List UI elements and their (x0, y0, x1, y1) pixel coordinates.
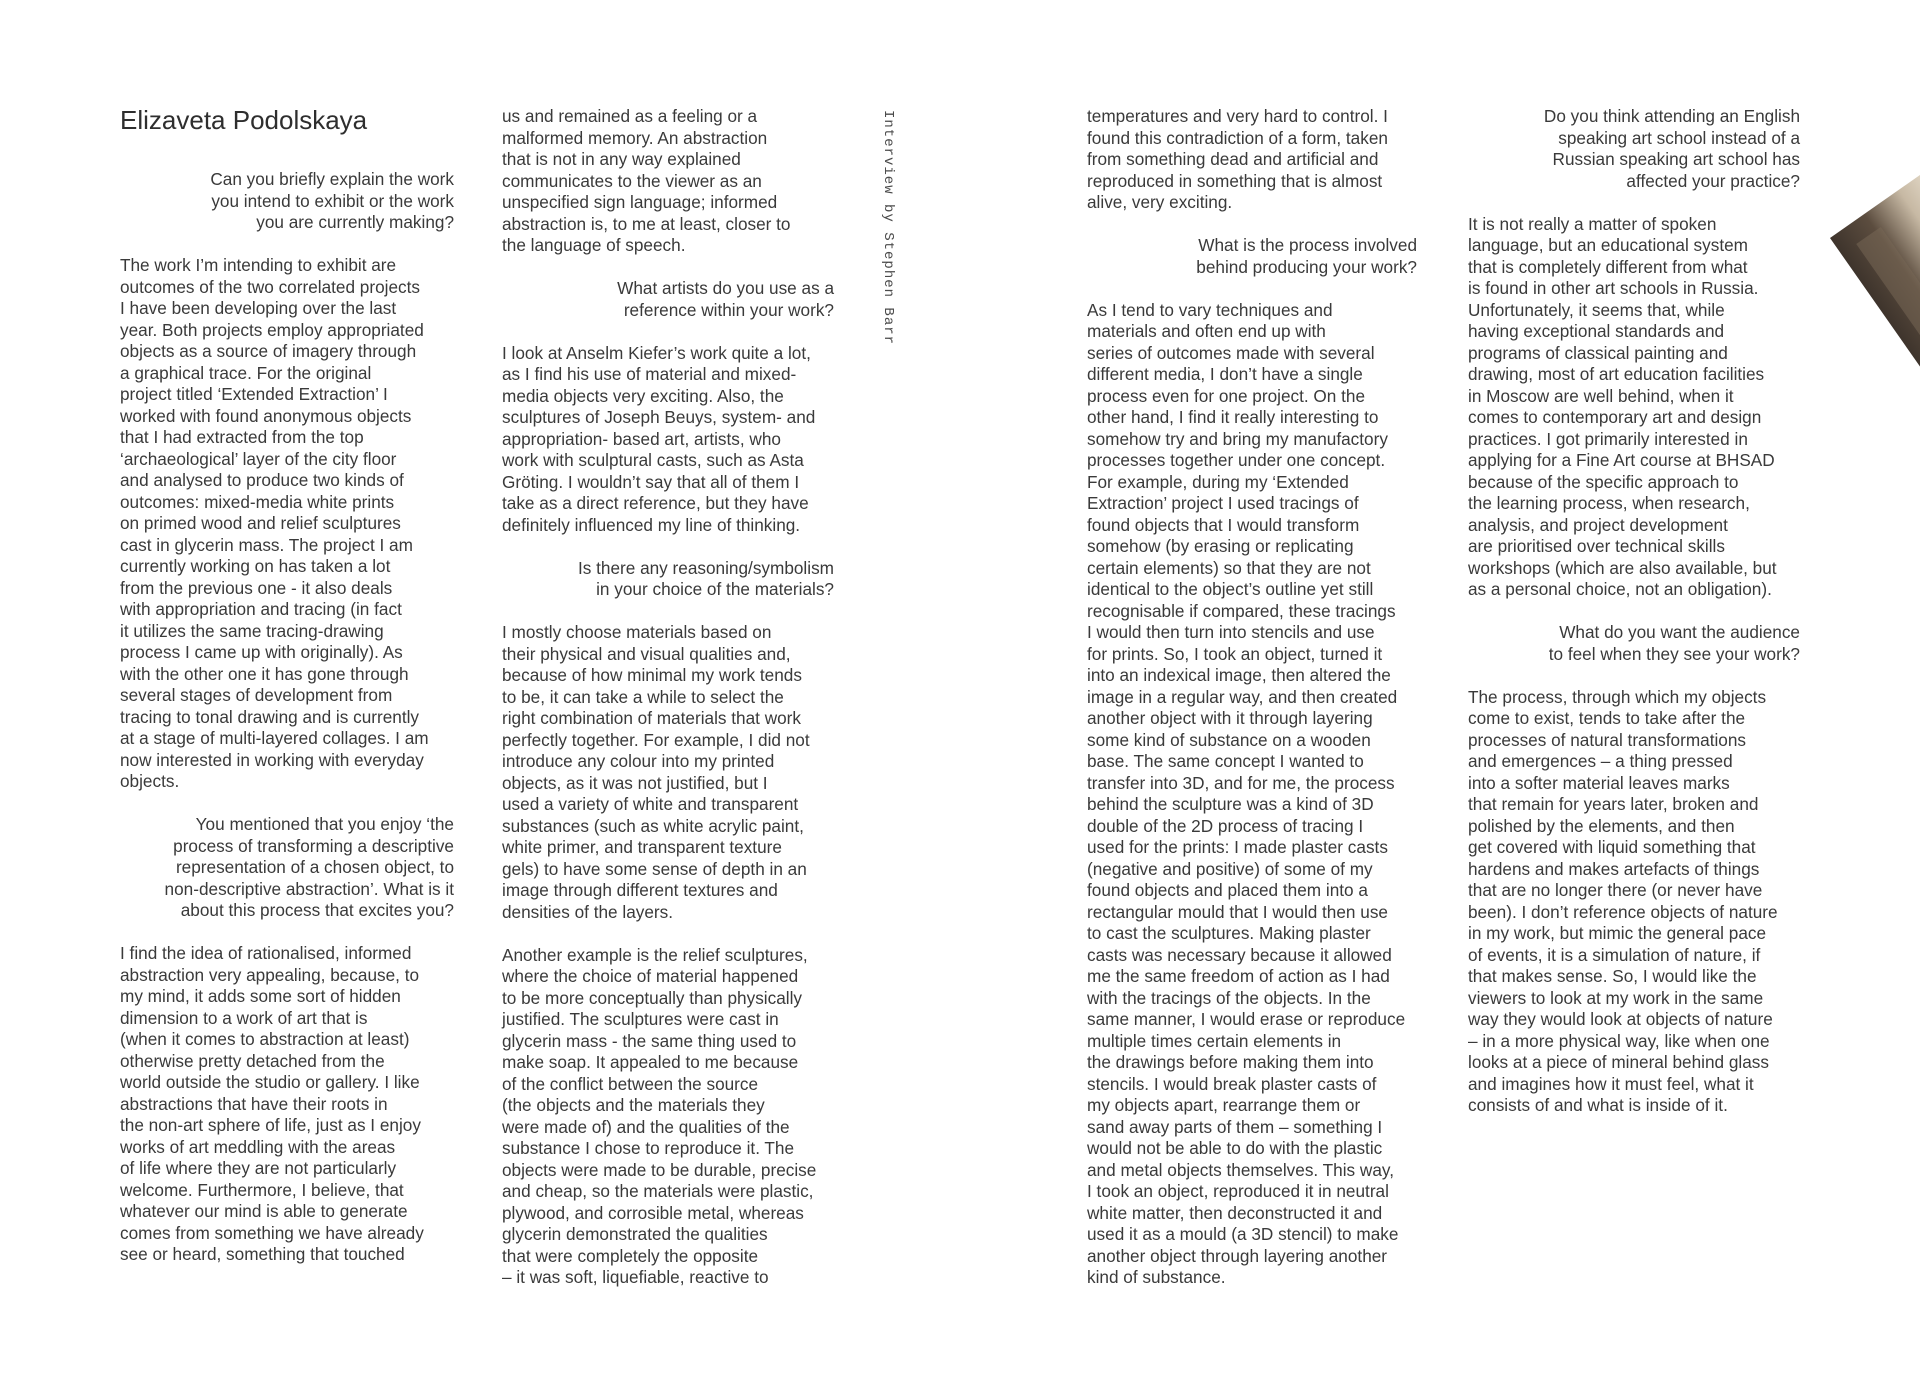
text-line: otherwise pretty detached from the (120, 1050, 385, 1071)
question-5 (1087, 235, 1417, 278)
text-line: speaking art school instead of a (1558, 127, 1800, 148)
text-line: a graphical trace. For the original (120, 362, 372, 383)
text-line: from the previous one - it also deals (120, 577, 393, 598)
text-line: in Moscow are well behind, when it (1468, 385, 1734, 406)
text-line: it utilizes the same tracing-drawing (120, 620, 384, 641)
text-line: to be, it can take a while to select the (502, 686, 784, 707)
text-line: It is not really a matter of spoken (1468, 213, 1717, 234)
text-line: appropriation- based art, artists, who (502, 428, 781, 449)
text-line: that is completely different from what (1468, 256, 1748, 277)
text-line: outcomes of the two correlated projects (120, 276, 420, 297)
text-line: different media, I don’t have a single (1087, 364, 1363, 384)
text-line: (the objects and the materials they (502, 1095, 765, 1115)
text-line: that is not in any way explained (502, 149, 741, 169)
text-line: What artists do you use as a (617, 278, 834, 298)
text-line: currently working on has taken a lot (120, 556, 391, 576)
text-line: some kind of substance on a wooden (1087, 729, 1371, 750)
text-line: way they would look at objects of nature (1468, 1009, 1773, 1029)
text-line: objects were made to be durable, precise (502, 1159, 817, 1180)
text-line: is found in other art schools in Russia. (1468, 278, 1759, 298)
text-line: cast in glycerin mass. The project I am (120, 534, 413, 555)
text-line: my objects apart, rearrange them or (1087, 1095, 1361, 1115)
text-line: image through different textures and (502, 880, 778, 900)
text-line: objects, as it was not justified, but I (502, 772, 768, 793)
text-line: communicates to the viewer as an (502, 170, 762, 191)
text-line: as I find his use of material and mixed- (502, 364, 797, 384)
text-line: gels) to have some sense of depth in an (502, 858, 807, 879)
text-line: abstractions that have their roots in (120, 1093, 388, 1114)
text-line: glycerin mass - the same thing used to (502, 1030, 797, 1051)
text-line: Russian speaking art school has (1552, 149, 1800, 169)
text-line: the drawings before making them into (1087, 1052, 1374, 1072)
text-line: recognisable if compared, these tracings (1087, 600, 1396, 621)
text-line: rectangular mould that I would then use (1087, 901, 1388, 922)
column-1 (120, 169, 454, 1266)
text-line: another object with it through layering (1087, 708, 1373, 728)
text-line: somehow try and bring my manufactory (1087, 428, 1388, 449)
text-line: identical to the object’s outline yet still (1087, 579, 1374, 599)
text-line: on primed wood and relief sculptures (120, 513, 401, 533)
text-line: As I tend to vary techniques and (1087, 299, 1333, 320)
text-line: (when it comes to abstraction at least) (120, 1029, 410, 1049)
text-line: from something dead and artificial and (1087, 149, 1379, 169)
text-line: to be more conceptually than physically (502, 987, 802, 1008)
text-line: definitely influenced my line of thinking. (502, 514, 801, 535)
interview-credit: Interview by Stephen Barr (880, 110, 896, 346)
text-line: and cheap, so the materials were plastic, (502, 1181, 814, 1201)
text-line: viewers to look at my work in the same (1468, 987, 1764, 1008)
text-line: other hand, I find it really interesting to (1087, 407, 1379, 427)
text-line: non-descriptive abstraction’. What is it (164, 878, 454, 899)
text-line: to feel when they see your work? (1548, 643, 1800, 664)
text-line: unspecified sign language; informed (502, 192, 778, 212)
text-line: welcome. Furthermore, I believe, that (120, 1179, 404, 1200)
text-line: substance I chose to reproduce it. The (502, 1138, 795, 1158)
question-2 (120, 814, 454, 922)
text-line: sculptures of Joseph Beuys, system- and (502, 407, 816, 427)
text-line: malformed memory. An abstraction (502, 127, 768, 148)
text-line: of the conflict between the source (502, 1073, 759, 1094)
text-line: used for the prints: I made plaster casts (1087, 837, 1388, 857)
text-line: in my work, but mimic the general pace (1468, 923, 1767, 943)
text-line: comes from something we have already (120, 1222, 424, 1243)
text-line: year. Both projects employ appropriated (120, 319, 424, 340)
text-line: sand away parts of them – something I (1087, 1116, 1383, 1137)
text-line: were made of) and the qualities of the (502, 1116, 790, 1137)
text-line: as a personal choice, not an obligation). (1468, 579, 1772, 599)
text-line: outcomes: mixed-media white prints (120, 491, 395, 512)
text-line: works of art meddling with the areas (120, 1136, 396, 1157)
text-line: the language of speech. (502, 235, 686, 255)
text-line: with the other one it has gone through (120, 663, 409, 684)
text-line: make soap. It appealed to me because (502, 1052, 799, 1072)
question-6 (1468, 106, 1800, 192)
text-line: abstraction is, to me at least, closer to (502, 213, 791, 234)
text-line: and metal objects themselves. This way, (1087, 1159, 1394, 1180)
text-line: that remain for years later, broken and (1468, 794, 1759, 814)
text-line: been). I don’t reference objects of nature (1468, 901, 1778, 922)
text-line: processes together under one concept. (1087, 450, 1386, 470)
text-line: white primer, and transparent texture (502, 837, 782, 857)
text-line: into a softer material leaves marks (1468, 772, 1730, 793)
text-line: behind the sculpture was a kind of 3D (1087, 794, 1374, 814)
text-line: – it was soft, liquefiable, reactive to (502, 1267, 769, 1287)
text-line: – in a more physical way, like when one (1468, 1030, 1770, 1051)
text-line: consists of and what is inside of it. (1468, 1095, 1728, 1115)
text-line: plywood, and corrosible metal, whereas (502, 1202, 804, 1223)
text-line: whatever our mind is able to generate (120, 1201, 408, 1221)
text-line: Unfortunately, it seems that, while (1468, 299, 1725, 320)
text-line: same manner, I would erase or reproduce (1087, 1009, 1406, 1029)
answer-3 (502, 343, 834, 537)
text-line: kind of substance. (1087, 1267, 1226, 1287)
text-line: because of how minimal my work tends (502, 665, 802, 685)
text-line: are prioritised over technical skills (1468, 536, 1725, 556)
text-line: found this contradiction of a form, taken (1087, 127, 1388, 148)
text-line: I have been developing over the last (120, 298, 397, 318)
text-line: substances (such as white acrylic paint, (502, 815, 804, 836)
text-line: to cast the sculptures. Making plaster (1087, 923, 1371, 943)
text-line: project titled ‘Extended Extraction’ I (120, 384, 388, 404)
text-line: objects as a source of imagery through (120, 341, 417, 361)
text-line: base. The same concept I wanted to (1087, 751, 1364, 771)
text-line: hardens and makes artefacts of things (1468, 858, 1760, 879)
text-line: ‘archaeological’ layer of the city floor (120, 448, 397, 469)
answer-4-part-2 (502, 945, 834, 1289)
text-line: I took an object, reproduced it in neutral (1087, 1181, 1389, 1201)
text-line: reference within your work? (623, 299, 834, 320)
text-line: and analysed to produce two kinds of (120, 470, 404, 490)
text-line: affected your practice? (1626, 170, 1800, 191)
text-line: in your choice of the materials? (596, 579, 834, 599)
text-line: take as a direct reference, but they have (502, 493, 809, 513)
text-line: that were completely the opposite (502, 1245, 759, 1266)
text-line: For example, during my ‘Extended (1087, 471, 1349, 492)
text-line: right combination of materials that work (502, 708, 802, 728)
text-line: for prints. So, I took an object, turned it (1087, 643, 1383, 664)
text-line: Gröting. I wouldn’t say that all of them I (502, 471, 800, 492)
text-line: the non-art sphere of life, just as I enjoy (120, 1115, 421, 1135)
text-line: alive, very exciting. (1087, 192, 1233, 212)
text-line: representation of a chosen object, to (175, 857, 454, 877)
text-line: reproduced in something that is almost (1087, 170, 1383, 191)
text-line: get covered with liquid something that (1468, 837, 1756, 857)
text-line: come to exist, tends to take after the (1468, 708, 1746, 728)
text-line: applying for a Fine Art course at BHSAD (1468, 450, 1775, 470)
text-line: certain elements) so that they are not (1087, 557, 1371, 578)
text-line: used a variety of white and transparent (502, 794, 799, 814)
text-line: would not be able to do with the plastic (1087, 1138, 1383, 1158)
text-line: behind producing your work? (1196, 256, 1417, 277)
text-line: another object through layering another (1087, 1245, 1388, 1266)
text-line: programs of classical painting and (1468, 342, 1728, 363)
text-line: temperatures and very hard to control. I (1087, 106, 1388, 126)
text-line: transfer into 3D, and for me, the process (1087, 772, 1395, 793)
text-line: analysis, and project development (1468, 514, 1728, 535)
text-line: (negative and positive) of some of my (1087, 858, 1373, 879)
text-line: found objects that I would transform (1087, 514, 1360, 535)
column-3 (1087, 106, 1417, 1289)
text-line: me the same freedom of action as I had (1087, 966, 1390, 986)
answer-4-continued (1087, 106, 1417, 214)
text-line: justified. The sculptures were cast in (502, 1009, 779, 1029)
text-line: I look at Anselm Kiefer’s work quite a lot, (502, 342, 811, 363)
answer-2 (120, 943, 454, 1266)
text-line: practices. I got primarily interested in (1468, 428, 1748, 449)
text-line: that I had extracted from the top (120, 427, 364, 447)
text-line: You mentioned that you enjoy ‘the (195, 814, 454, 834)
text-line: us and remained as a feeling or a (502, 106, 758, 126)
text-line: process of transforming a descriptive (173, 835, 454, 856)
question-3 (502, 278, 834, 321)
text-line: Do you think attending an English (1543, 106, 1800, 126)
text-line: perfectly together. For example, I did not (502, 729, 810, 750)
text-line: now interested in working with everyday (120, 749, 424, 770)
text-line: somehow (by erasing or replicating (1087, 536, 1354, 556)
text-line: introduce any colour into my printed (502, 751, 775, 771)
text-line: white matter, then deconstructed it and (1087, 1202, 1383, 1223)
answer-7 (1468, 687, 1800, 1117)
text-line: looks at a piece of mineral behind glass (1468, 1052, 1769, 1072)
text-line: double of the 2D process of tracing I (1087, 815, 1364, 836)
text-line: about this process that excites you? (180, 900, 454, 920)
text-line: tracing to tonal drawing and is currently (120, 706, 420, 727)
text-line: into an indexical image, then altered the (1087, 665, 1391, 685)
text-line: casts was necessary because it allowed (1087, 944, 1392, 965)
question-4 (502, 558, 834, 601)
text-line: image in a regular way, and then created (1087, 686, 1398, 707)
text-line: Extraction’ project I used tracings of (1087, 493, 1359, 513)
text-line: world outside the studio or gallery. I like (120, 1072, 420, 1092)
text-line: materials and often end up with (1087, 321, 1326, 341)
text-line: series of outcomes made with several (1087, 342, 1375, 363)
text-line: I would then turn into stencils and use (1087, 622, 1375, 642)
text-line: you intend to exhibit or the work (211, 190, 454, 211)
text-line: of events, it is a simulation of nature, if (1468, 944, 1761, 965)
answer-6 (1468, 214, 1800, 601)
text-line: of life where they are not particularly (120, 1158, 397, 1178)
text-line: language, but an educational system (1468, 235, 1748, 255)
text-line: that are no longer there (or never have (1468, 880, 1763, 900)
answer-5 (1087, 300, 1417, 1289)
text-line: with the tracings of the objects. In the (1087, 987, 1371, 1008)
answer-2-continued (502, 106, 834, 257)
text-line: with appropriation and tracing (in fact (120, 599, 402, 619)
answer-4 (502, 622, 834, 923)
text-line: used it as a mould (a 3D stencil) to make (1087, 1224, 1399, 1244)
text-line: Is there any reasoning/symbolism (577, 557, 834, 578)
text-line: several stages of development from (120, 685, 393, 705)
text-line: densities of the layers. (502, 901, 674, 922)
text-line: where the choice of material happened (502, 966, 799, 986)
text-line: objects. (120, 771, 180, 791)
text-line: work with sculptural casts, such as Asta (502, 450, 804, 470)
text-line: processes of natural transformations (1468, 729, 1746, 750)
text-line: found objects and placed them into a (1087, 880, 1368, 900)
text-line: drawing, most of art education facilities (1468, 364, 1765, 384)
text-line: that makes sense. So, I would like the (1468, 966, 1757, 986)
text-line: Another example is the relief sculptures, (502, 944, 808, 965)
text-line: dimension to a work of art that is (120, 1007, 368, 1028)
text-line: and imagines how it must feel, what it (1468, 1073, 1754, 1094)
text-line: and emergences – a thing pressed (1468, 751, 1733, 771)
photo-fragment (1830, 169, 1920, 434)
text-line: I mostly choose materials based on (502, 622, 772, 642)
text-line: see or heard, something that touched (120, 1244, 405, 1264)
text-line: What is the process involved (1198, 235, 1417, 255)
text-line: having exceptional standards and (1468, 321, 1725, 341)
text-line: process I came up with originally). As (120, 642, 403, 662)
text-line: The process, through which my objects (1468, 686, 1767, 707)
text-line: Can you briefly explain the work (210, 169, 454, 189)
text-line: their physical and visual qualities and, (502, 643, 791, 664)
text-line: you are currently making? (256, 212, 454, 232)
author-heading: Elizaveta Podolskaya (120, 105, 368, 135)
text-line: because of the specific approach to (1468, 471, 1739, 492)
text-line: at a stage of multi-layered collages. I am (120, 728, 429, 748)
text-line: multiple times certain elements in (1087, 1030, 1342, 1051)
text-line: comes to contemporary art and design (1468, 407, 1762, 427)
text-line: worked with found anonymous objects (120, 405, 412, 426)
text-line: my mind, it adds some sort of hidden (120, 986, 401, 1006)
text-line: I find the idea of rationalised, informed (120, 943, 412, 963)
text-line: What do you want the audience (1559, 622, 1800, 642)
text-line: abstraction very appealing, because, to (120, 964, 420, 985)
question-7 (1468, 622, 1800, 665)
column-4 (1468, 106, 1800, 1117)
text-line: media objects very exciting. Also, the (502, 385, 784, 406)
text-line: the learning process, when research, (1468, 493, 1750, 513)
text-line: stencils. I would break plaster casts of (1087, 1073, 1377, 1094)
text-line: workshops (which are also available, but (1468, 557, 1777, 578)
column-2 (502, 106, 834, 1289)
answer-1 (120, 255, 454, 793)
text-line: process even for one project. On the (1087, 385, 1366, 406)
question-1 (120, 169, 454, 234)
text-line: The work I’m intending to exhibit are (120, 255, 397, 275)
text-line: polished by the elements, and then (1468, 815, 1735, 836)
text-line: glycerin demonstrated the qualities (502, 1224, 768, 1244)
